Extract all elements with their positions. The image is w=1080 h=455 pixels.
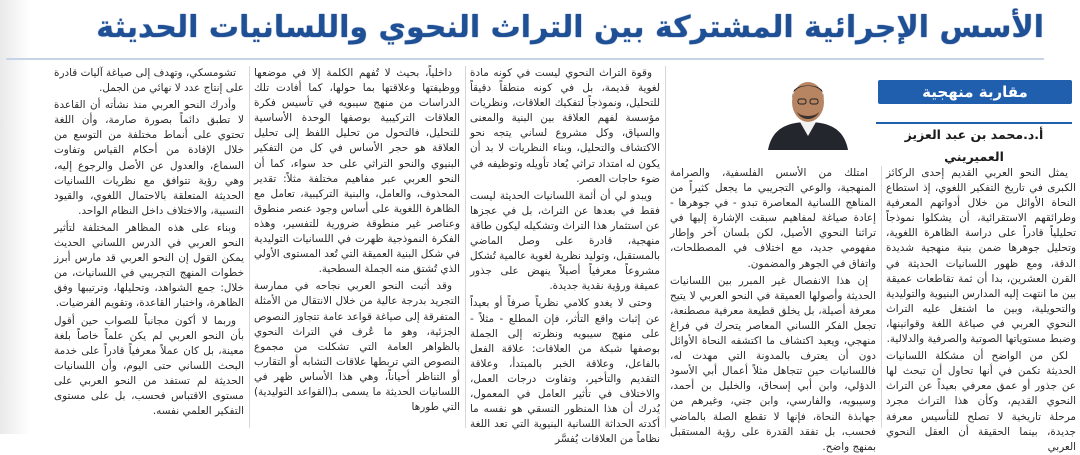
- article-column-2: [670, 166, 876, 453]
- article-headline: الأسس الإجرائية المشتركة بين التراث النحوي واللسانيات الحديثة: [6, 4, 1044, 60]
- paragraph: يمثل النحو العربي القديم إحدى الركائز الكبرى في تاريخ التفكير اللغوي، إذ استطاع النحاة الأوائل من خلال أدواتهم المعرفية وطرائقهم الاستقرائية، أن يشكلوا نموذجاً تحليلياً قادراً على دراسة الظاهرة اللغوية، وتحليل جوهرها ضمن بنية منهجية شديدة الدقة، ومع ظهور اللسانيات الحديثة في القرن العشرين، بدا أن ثمة تقاطعات عميقة بين ما انتهت إليه المدارس البنيوية والتوليدية والتحويلية، وبين ما اشتغل عليه التراث النحوي العربي في صياغة اللغة وقوانينها، وضبط مستوياتها الصوتية والصرفية والدلالية.: [886, 167, 1076, 346]
- paragraph: إن هذا الانفصال غير المبرر بين اللسانيات الحديثة وأصولها العميقة في النحو العربي لا يتيح معرفة أصيلة، بل يخلق قطيعة معرفية مصطنعة، تجعل الفكر اللساني المعاصر يتحرك في فراغ منهجي، ويعيد اكتشاف ما اكتشفه النحاة الأوائل دون أن يعترف بالمدونة التي مهدت له، فاللسانيات حين تتجاهل مثلاً أعمال أبي الأسود الدؤلي، وابن أبي إسحاق، والخليل بن أحمد، وسيبويه، والفارسي، وابن جني، وغيرهم من جهابذة النحاة، فإنها لا تقطع الصلة بالماضي فحسب، بل تفقد القدرة على رؤية المستقبل بمنهج واضح.: [670, 274, 876, 453]
- column-rule: [465, 66, 466, 428]
- article-column-5: [54, 66, 244, 428]
- paragraph: داخلياً، بحيث لا تُفهم الكلمة إلا في موضعها ووظيفتها وعلاقتها بما حولها، كما أفادت تلك الدراسات من منهج سيبويه في تأسيس فكرة العلاقات التركيبية بوصفها الوحدة الأساسية للتحليل، فالتحول من تحليل اللفظ إلى تحليل العلاقة هو حجر الأساس في كل من التفكير البنيوي والنحو التراثي على حد سواء، كما أن النحو العربي عبر مفاهيم مختلفة مثلاً: تقدير المحذوف، والعامل، والبنية التركيبية، تعامل مع الظاهرة اللغوية على أساس وجود عنصر منطوق وعناصر غير منطوقة ضرورية للتفسير، وهذه الفكرة النموذجية ظهرت في اللسانيات التوليدية في شكل البنية العميقة التي تُعد المستوى الأولي الذي تُشتق منه الجملة السطحية.: [254, 67, 460, 276]
- paragraph: وأدرك النحو العربي منذ نشأته أن القاعدة لا تطبق دائماً بصورة صارمة، وأن اللغة تحتوي على أنماط مختلفة من التوسع من خلال الإفادة من أحكام القياس وتفاوت السماع، والعدول عن الأصل والرجوع إليه، وهي رؤية تتوافق مع نظريات اللسانيات الحديثة المتعلقة بالاحتمال اللغوي، والقيود النسبية، والاختلاف داخل النظام الواحد.: [54, 99, 244, 217]
- author-box: [670, 72, 1072, 164]
- article-column-3: [470, 66, 660, 446]
- paragraph: لكن من الواضح أن مشكلة اللسانيات الحديثة تكمن في أنها تحاول أن تبحث لها عن جذور أو عمق معرفي بعيداً عن التراث النحوي القديم، وكأن هذا التراث مجرد مرحلة تاريخية لا تصلح للتأسيس معرفة جديدة، بينما الحقيقة أن العقل النحوي العربي: [886, 350, 1076, 453]
- author-byline: أ.د.محمد بن عبد العزيز العميريني: [876, 122, 1072, 146]
- paragraph: وحتى لا يغدو كلامي نظرياً صرفاً أو بعيداً عن إثبات واقع التأثر، فإن المطلع - مثلاً - على منهج سيبويه ونظرته إلى الجملة بوصفها شبكة من العلاقات: علاقة الفعل بالفاعل، وعلاقة الخبر بالمبتدأ، وعلاقة التقديم والتأخير، وتفاوت درجات العمل، والاختلاف في تأثير العامل في المعمول، يُدرك أن هذا المنظور النسقي هو نفسه ما أكدته الحداثة اللسانية البنيوية التي تعد اللغة نظاماً من العلاقات يُفسَّر: [470, 297, 660, 446]
- author-portrait-icon: [748, 72, 868, 150]
- article-column-4: [254, 66, 460, 428]
- scan-edge: [0, 0, 30, 434]
- column-rule: [249, 66, 250, 428]
- paragraph: وربما لا أكون مجانباً للصواب حين أقول بأن النحو العربي لم يكن علماً خاصاً بلغة معينة، بل كان عملاً معرفياً قادراً على خدمة البحث اللساني حتى اليوم، وأن اللسانيات الحديثة لم تستفد من النحو العربي على مستوى الاقتباس فحسب، بل على مستوى التفكير العلمي نفسه.: [54, 314, 244, 418]
- paragraph: امتلك من الأسس الفلسفية، والصرامة المنهجية، والوعي التجريبي ما يجعل كثيراً من المناهج اللسانية المعاصرة تبدو - في جوهرها - إعادة صياغة لمفاهيم سبقت الإشارة إليها في تراثنا النحوي الأصيل، لكن بلسان آخر وإطار مفهومي جديد، مع اختلاف في المصطلحات، واتفاق في الجوهر والمضمون.: [670, 167, 876, 270]
- paragraph: تشومسكي، وتهدف إلى صياغة آليات قادرة على إنتاج عدد لا نهائي من الجمل.: [54, 67, 244, 95]
- paragraph: وبناء على هذه المظاهر المختلفة لتأثير النحو العربي في الدرس اللساني الحديث يمكن القول إن النحو العربي قد مارس أبرز خطوات المنهج التجريبي في اللسانيات، من خلال: جمع الشواهد، وتحليلها، وترتيبها وفق الظاهرة، واختبار القاعدة، وتقويم الفرضيات.: [54, 221, 244, 310]
- section-label: مقاربة منهجية: [878, 80, 1072, 104]
- article-column-1: [886, 166, 1076, 453]
- paragraph: وقوة التراث النحوي ليست في كونه مادة لغوية قديمة، بل في كونه منطقاً دقيقاً للتحليل، ونموذجاً لتفكيك العلاقات، ونظريات مؤسسة لفهم العلاقة بين البنية والمعنى والسياق، وكل مشروع لساني يتجه نحو الاكتشاف والتحليل، وبناء النظريات لا بد أن يكون له امتداد تراثي يُعاد تأويله وتوظيفه في ضوء حاجات العصر.: [470, 67, 660, 185]
- paragraph: ويبدو لي أن أئمة اللسانيات الحديثة ليست فقط في بعدها عن التراث، بل في عجزها عن استثمار هذا التراث وتشكيله ليكون طاقة منهجية، قادرة على وصل الماضي بالمستقبل، وتوليد نظرية لغوية عالمية تُشكل مشروعاً معرفياً أصيلاً ينهض على جذور عميقة ورؤية نقدية جديدة.: [470, 189, 660, 293]
- paragraph: وقد أثبت النحو العربي نجاحه في ممارسة التجريد بدرجة عالية من خلال الانتقال من الأمثلة المتفرقة إلى صياغة قواعد عامة تتجاوز النصوص الجزئية، وهو ما عُرف في التراث النحوي بالظواهر العامة التي تشكلت من مجموع النصوص التي تربطها علاقات التشابه أو التقارب أو التناظر أحياناً، وهي هذا الأساس ظهر في اللسانيات الحديثة ما يسمى بـ(القواعد التوليدية) التي طورها: [254, 280, 460, 414]
- column-rule: [665, 66, 666, 428]
- column-rule: [881, 166, 882, 428]
